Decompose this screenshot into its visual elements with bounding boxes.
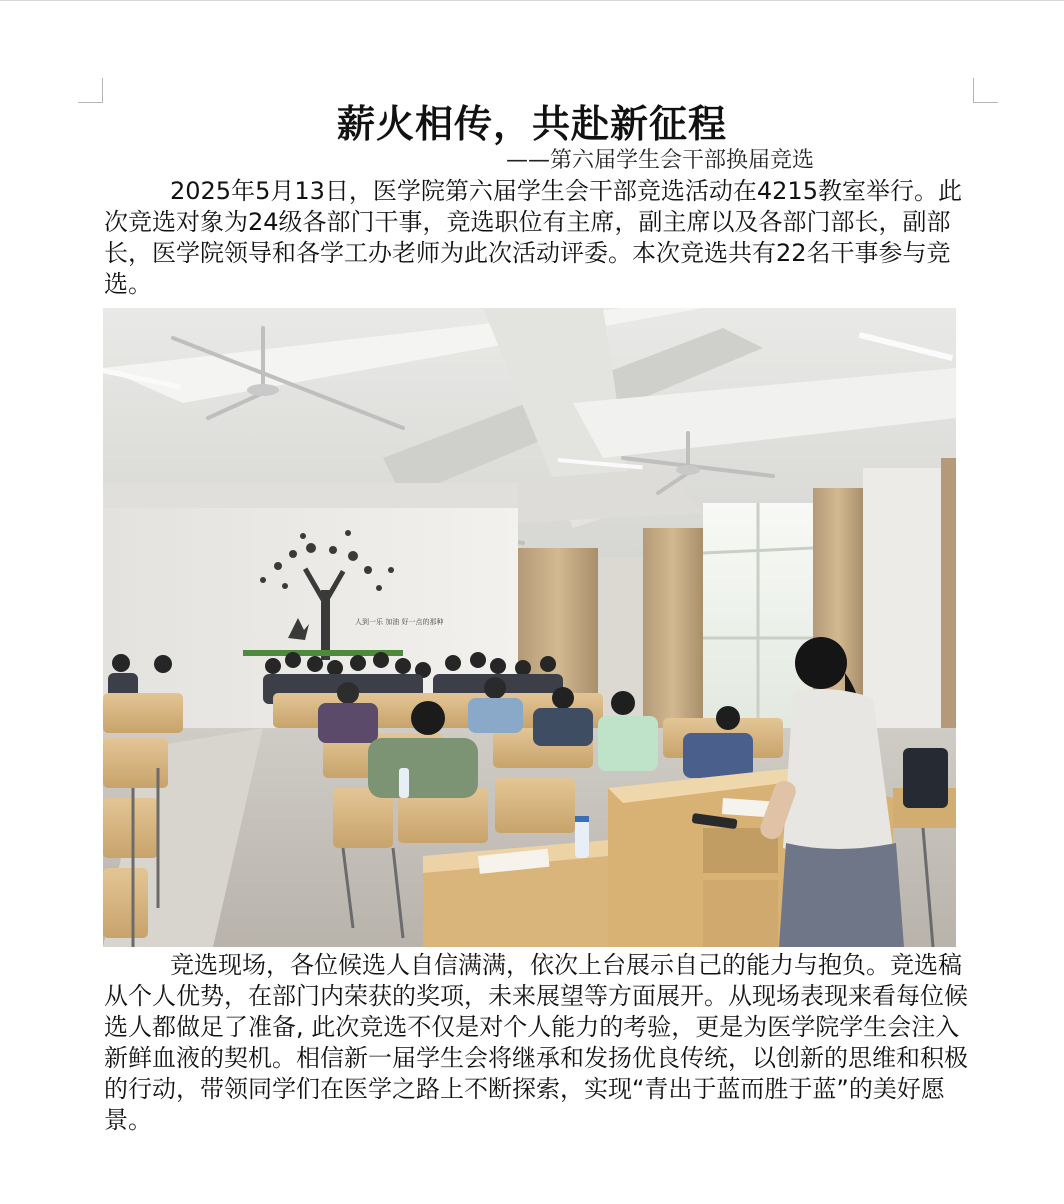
document-title: 薪火相传，共赴新征程 [336, 102, 727, 146]
document-subtitle: ——第六届学生会干部换届竞选 [506, 148, 815, 173]
paragraph-scene: 竞选现场，各位候选人自信满满，依次上台展示自己的能力与抱负。竞选稿从个人优势，在部门内荣获的奖项，未来展望等方面展开。从现场表现来看每位候选人都做足了准备, 此次竞选不仅是对个人能力的考验，更是为医学院学生会注入新鲜血液的契机。相信新一届学生会将继承和发扬优良传统，以创新的思维和积极的行动，带领同学们在医学之路上不断探索，实现“青出于蓝而胜于蓝”的美好愿景。 [104, 951, 968, 1134]
wall-slogan-text: 人到一乐 加油 好一点的那种 [355, 618, 444, 626]
election-scene-photo [103, 308, 956, 947]
paragraph-intro: 2025年5月13日，医学院第六届学生会干部竞选活动在4215教室举行。此次竞选对象为24级各部门干事，竞选职位有主席，副主席以及各部门部长，副部长，医学院领导和各学工办老师为此次活动评委。本次竞选共有22名干事参与竞选。 [104, 177, 962, 298]
page-top-rule [0, 0, 1064, 1]
